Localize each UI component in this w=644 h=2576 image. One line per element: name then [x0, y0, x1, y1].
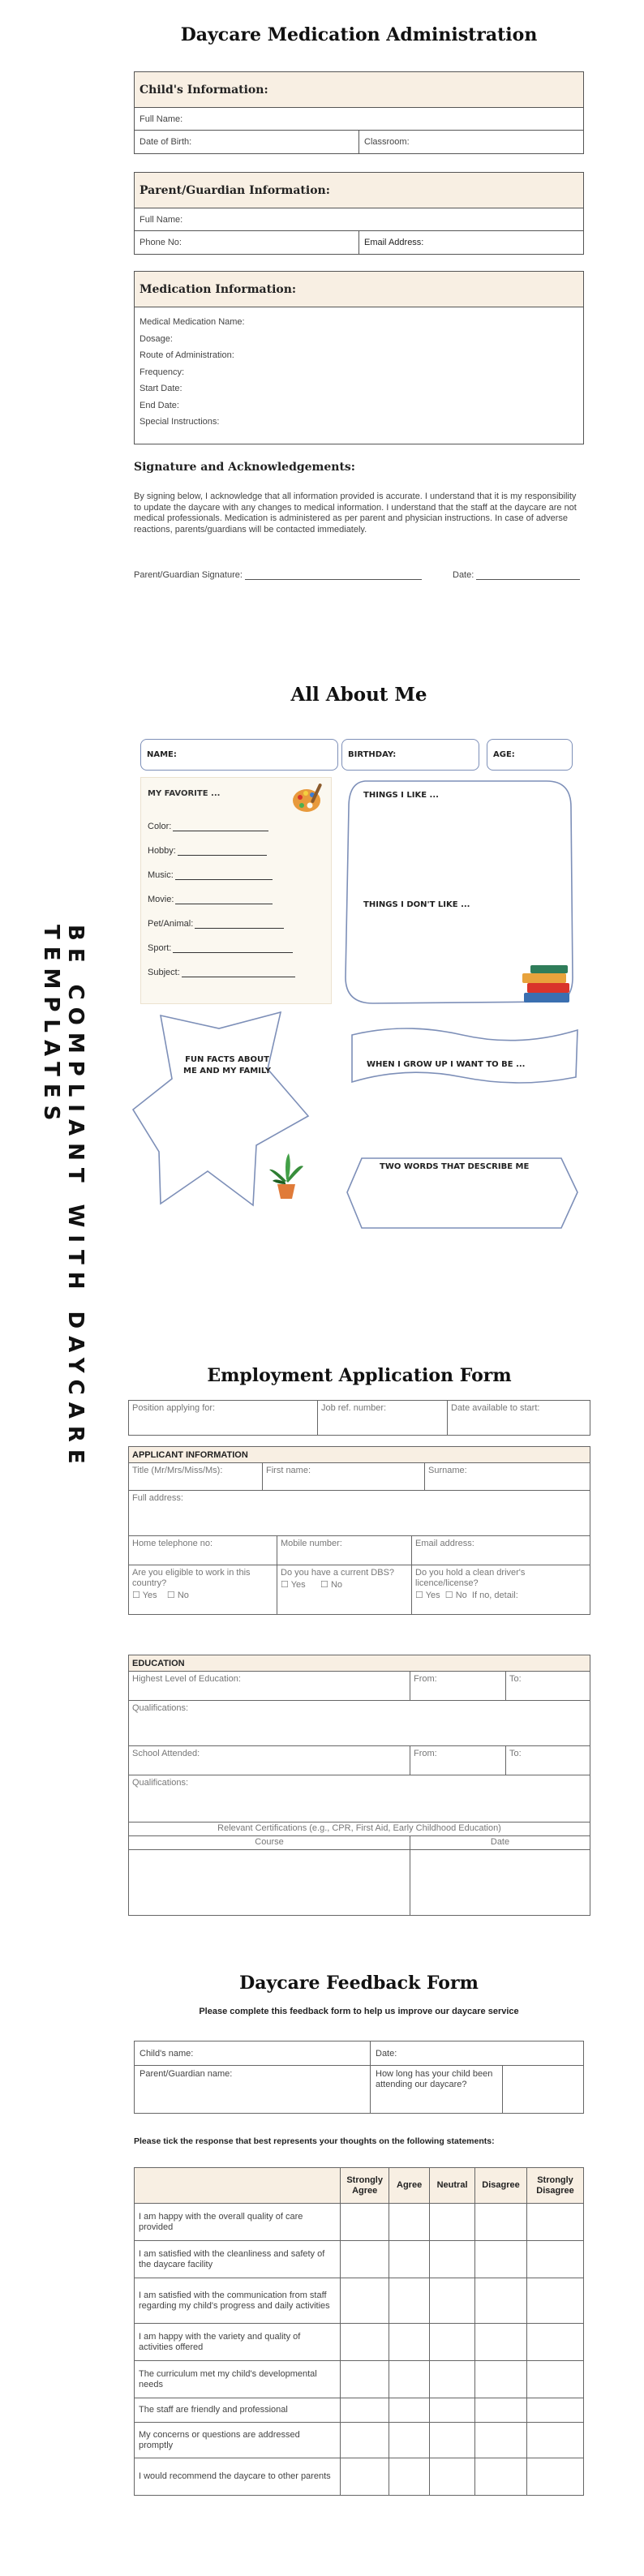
rating-cell[interactable] [389, 2278, 430, 2324]
child-full-name-field[interactable]: Full Name: [140, 114, 183, 124]
feedback-instruction: Please tick the response that best represents your thoughts on the following statements: [134, 2136, 495, 2146]
course-entry[interactable] [129, 1850, 410, 1915]
favorite-item[interactable] [148, 943, 293, 953]
rating-cell[interactable] [475, 2241, 527, 2278]
child-classroom-field[interactable]: Classroom: [358, 131, 583, 153]
feedback-statement: I am happy with the variety and quality of activities offered [135, 2324, 341, 2361]
course-date-entry[interactable] [410, 1850, 590, 1915]
rating-cell[interactable] [341, 2423, 389, 2458]
favorites-box [140, 777, 332, 1004]
dbs-field [277, 1565, 411, 1614]
email-field[interactable]: Email address: [411, 1536, 590, 1565]
eligible-field [129, 1565, 277, 1614]
favorite-item-label: Subject: [148, 968, 180, 977]
rating-column-header: Neutral [430, 2168, 475, 2204]
two-words-label: TWO WORDS THAT DESCRIBE ME [380, 1162, 530, 1171]
signature-heading: Signature and Acknowledgements: [134, 461, 355, 474]
grow-up-label: WHEN I GROW UP I WANT TO BE ... [367, 1060, 526, 1069]
feedback-parent-name-field[interactable]: Parent/Guardian name: [140, 2069, 233, 2079]
first-name-field[interactable]: First name: [262, 1463, 424, 1490]
parent-full-name-field[interactable]: Full Name: [140, 215, 183, 225]
rating-cell[interactable] [475, 2278, 527, 2324]
favorite-item[interactable] [148, 895, 273, 904]
favorite-item-label: Music: [148, 870, 174, 880]
rating-cell[interactable] [341, 2361, 389, 2398]
mobile-field[interactable]: Mobile number: [277, 1536, 411, 1565]
rating-cell[interactable] [475, 2361, 527, 2398]
parent-email-field[interactable]: Email Address: [358, 231, 583, 254]
grow-up-banner [349, 1024, 579, 1087]
rating-cell[interactable] [430, 2204, 475, 2241]
fun-facts-label: FUN FACTS ABOUT ME AND MY FAMILY [183, 1055, 271, 1075]
feedback-statement: The curriculum met my child's developmental needs [135, 2361, 341, 2398]
signature-date-label: Date: [453, 570, 474, 580]
licence-no-checkbox[interactable]: ☐ [444, 1591, 456, 1600]
parent-info-section [134, 172, 584, 255]
child-info-section [134, 71, 584, 154]
palette-icon [290, 781, 326, 815]
favorite-item-label: Movie: [148, 895, 174, 904]
job-ref-field[interactable]: Job ref. number: [317, 1401, 447, 1435]
feedback-date-field[interactable]: Date: [370, 2041, 583, 2065]
rating-cell[interactable] [475, 2423, 527, 2458]
licence-question: Do you hold a clean driver's licence/license? [415, 1568, 526, 1588]
address-field[interactable]: Full address: [132, 1493, 183, 1503]
favorite-item-line [195, 928, 284, 929]
signature-body: By signing below, I acknowledge that all information provided is accurate. I understand that it is my responsibility to update the daycare with any changes to medical information. I understand that the staff at the daycare are not medical professionals. Medication is administered as per parent and physician instructions. In case of adverse reactions, parents/guardians will be contacted immediately. [134, 492, 577, 535]
favorites-title: MY FAVORITE ... [148, 789, 221, 798]
signature-date-line[interactable] [453, 570, 580, 580]
feedback-info-section [134, 2041, 584, 2114]
rating-column-header: Strongly Agree [341, 2168, 389, 2204]
rating-cell[interactable] [341, 2204, 389, 2241]
position-section [128, 1400, 590, 1436]
dbs-yes-checkbox[interactable]: ☐ [281, 1580, 291, 1590]
name-label: NAME: [147, 750, 177, 759]
rating-cell[interactable] [389, 2458, 430, 2496]
qualifications-field-1[interactable]: Qualifications: [132, 1703, 189, 1713]
applicant-section [128, 1446, 590, 1615]
age-field[interactable] [487, 739, 573, 771]
rating-cell[interactable] [341, 2398, 389, 2423]
birthday-field[interactable] [341, 739, 479, 771]
favorite-item[interactable] [148, 968, 295, 977]
medication-field[interactable]: Frequency: [140, 367, 185, 377]
things-i-dislike-label: THINGS I DON'T LIKE ... [363, 900, 470, 909]
surname-field[interactable]: Surname: [424, 1463, 590, 1490]
licence-field [411, 1565, 590, 1614]
signature-label: Parent/Guardian Signature: [134, 570, 243, 580]
rating-cell[interactable] [430, 2278, 475, 2324]
medication-field[interactable]: Medical Medication Name: [140, 317, 245, 327]
how-long-answer[interactable] [502, 2066, 583, 2113]
medication-field[interactable]: Start Date: [140, 384, 182, 393]
rating-cell[interactable] [527, 2278, 584, 2324]
qualifications-field-2[interactable]: Qualifications: [132, 1778, 189, 1788]
books-icon [519, 964, 577, 1006]
rating-cell[interactable] [389, 2204, 430, 2241]
rating-cell[interactable] [341, 2241, 389, 2278]
licence-yes-checkbox[interactable]: ☐ [415, 1591, 426, 1600]
medication-field[interactable]: Dosage: [140, 333, 173, 344]
licence-no-label: No [455, 1591, 467, 1600]
school-attended-field[interactable]: School Attended: [132, 1749, 200, 1758]
medication-field[interactable]: Route of Administration: [140, 350, 234, 360]
medication-fields [135, 307, 583, 437]
child-info-heading: Child's Information: [135, 72, 583, 108]
home-phone-field[interactable]: Home telephone no: [132, 1539, 213, 1548]
parent-phone-field[interactable]: Phone No: [140, 238, 182, 247]
feedback-statement: I am satisfied with the communication from staff regarding my child's progress and daily activities [135, 2278, 341, 2324]
favorite-item[interactable] [148, 846, 267, 856]
favorite-item-label: Sport: [148, 943, 172, 953]
eligible-yes-checkbox[interactable]: ☐ [132, 1591, 143, 1600]
feedback-row [135, 2423, 584, 2458]
employment-title: Employment Application Form [207, 1365, 512, 1386]
eligible-question: Are you eligible to work in this country? [132, 1568, 251, 1588]
feedback-table [134, 2167, 584, 2496]
child-dob-field[interactable]: Date of Birth: [140, 137, 192, 147]
feedback-title: Daycare Feedback Form [239, 1973, 479, 1994]
dbs-no-label: No [330, 1580, 342, 1590]
how-long-question: How long has your child been attending our daycare? [370, 2066, 502, 2113]
favorite-item[interactable] [148, 870, 273, 880]
rating-cell[interactable] [527, 2458, 584, 2496]
feedback-row [135, 2278, 584, 2324]
feedback-statement: I am happy with the overall quality of care provided [135, 2204, 341, 2241]
feedback-row [135, 2398, 584, 2423]
favorite-item-label: Hobby: [148, 846, 176, 856]
applicant-heading: APPLICANT INFORMATION [129, 1447, 590, 1463]
highest-from-field[interactable]: From: [410, 1672, 505, 1700]
feedback-statement: I would recommend the daycare to other parents [135, 2458, 341, 2496]
certifications-heading: Relevant Certifications (e.g., CPR, First Aid, Early Childhood Education) [217, 1823, 501, 1833]
rating-cell[interactable] [389, 2398, 430, 2423]
rating-cell[interactable] [527, 2324, 584, 2361]
rating-cell[interactable] [341, 2324, 389, 2361]
licence-detail-label: If no, detail: [471, 1591, 518, 1600]
school-to-field[interactable]: To: [505, 1746, 590, 1775]
feedback-statement: My concerns or questions are addressed promptly [135, 2423, 341, 2458]
rating-cell[interactable] [341, 2278, 389, 2324]
dbs-question: Do you have a current DBS? [281, 1568, 395, 1578]
signature-underline [245, 571, 422, 580]
side-banner-text: BE COMPLIANT WITH DAYCARE TEMPLATES [39, 925, 88, 1471]
feedback-row [135, 2361, 584, 2398]
rating-cell[interactable] [389, 2324, 430, 2361]
rating-cell[interactable] [527, 2204, 584, 2241]
highest-to-field[interactable]: To: [505, 1672, 590, 1700]
rating-cell[interactable] [527, 2398, 584, 2423]
feedback-child-name-field[interactable]: Child's name: [140, 2049, 194, 2059]
rating-cell[interactable] [475, 2398, 527, 2423]
parent-info-heading: Parent/Guardian Information: [135, 173, 583, 208]
dbs-yes-label: Yes [290, 1580, 306, 1590]
rating-cell[interactable] [475, 2458, 527, 2496]
education-heading: EDUCATION [129, 1655, 590, 1672]
medication-info-section [134, 271, 584, 444]
eligible-no-label: No [177, 1591, 189, 1600]
age-label: AGE: [493, 750, 515, 759]
rating-cell[interactable] [430, 2398, 475, 2423]
favorite-item[interactable] [148, 919, 284, 929]
licence-yes-label: Yes [425, 1591, 440, 1600]
things-i-like-label: THINGS I LIKE ... [363, 791, 439, 800]
name-field[interactable] [140, 739, 338, 771]
date-column-header: Date [410, 1836, 590, 1849]
favorite-item-line [178, 855, 267, 856]
rating-cell[interactable] [527, 2361, 584, 2398]
feedback-row [135, 2324, 584, 2361]
school-from-field[interactable]: From: [410, 1746, 505, 1775]
rating-cell[interactable] [475, 2204, 527, 2241]
position-field[interactable]: Position applying for: [132, 1403, 216, 1413]
medication-field[interactable]: End Date: [140, 400, 179, 410]
feedback-row [135, 2204, 584, 2241]
feedback-statement: I am satisfied with the cleanliness and safety of the daycare facility [135, 2241, 341, 2278]
rating-cell[interactable] [527, 2423, 584, 2458]
statement-column-header [135, 2168, 341, 2204]
education-section [128, 1655, 590, 1916]
highest-education-field[interactable]: Highest Level of Education: [132, 1674, 241, 1684]
signature-date-underline [476, 571, 580, 580]
start-date-field[interactable]: Date available to start: [447, 1401, 590, 1435]
rating-column-header: Agree [389, 2168, 430, 2204]
eligible-yes-label: Yes [142, 1591, 157, 1600]
rating-cell[interactable] [430, 2324, 475, 2361]
feedback-row [135, 2241, 584, 2278]
rating-cell[interactable] [430, 2241, 475, 2278]
side-banner [39, 925, 88, 1655]
rating-cell[interactable] [430, 2361, 475, 2398]
rating-cell[interactable] [527, 2241, 584, 2278]
about-me-title: All About Me [290, 684, 427, 706]
rating-cell[interactable] [389, 2361, 430, 2398]
favorite-item-label: Color: [148, 822, 172, 831]
medication-title: Daycare Medication Administration [180, 24, 538, 45]
rating-cell[interactable] [341, 2458, 389, 2496]
favorite-item-label: Pet/Animal: [148, 919, 194, 929]
dbs-no-checkbox[interactable]: ☐ [320, 1580, 331, 1590]
signature-line[interactable] [134, 570, 422, 580]
rating-cell[interactable] [475, 2324, 527, 2361]
eligible-no-checkbox[interactable]: ☐ [166, 1591, 178, 1600]
medication-field[interactable]: Special Instructions: [140, 417, 220, 427]
feedback-row [135, 2458, 584, 2496]
birthday-label: BIRTHDAY: [348, 750, 397, 759]
rating-cell[interactable] [389, 2241, 430, 2278]
plant-icon [266, 1152, 307, 1200]
rating-cell[interactable] [430, 2458, 475, 2496]
rating-column-header: Strongly Disagree [527, 2168, 584, 2204]
rating-column-header: Disagree [475, 2168, 527, 2204]
favorite-item[interactable] [148, 822, 268, 831]
feedback-subtitle: Please complete this feedback form to help us improve our daycare service [199, 2007, 519, 2016]
rating-cell[interactable] [430, 2423, 475, 2458]
medication-info-heading: Medication Information: [135, 272, 583, 307]
rating-cell[interactable] [389, 2423, 430, 2458]
title-field[interactable]: Title (Mr/Mrs/Miss/Ms): [132, 1466, 223, 1475]
feedback-statement: The staff are friendly and professional [135, 2398, 341, 2423]
course-column-header: Course [255, 1837, 284, 1847]
favorite-item-line [173, 952, 293, 953]
favorite-item-line [175, 879, 273, 880]
